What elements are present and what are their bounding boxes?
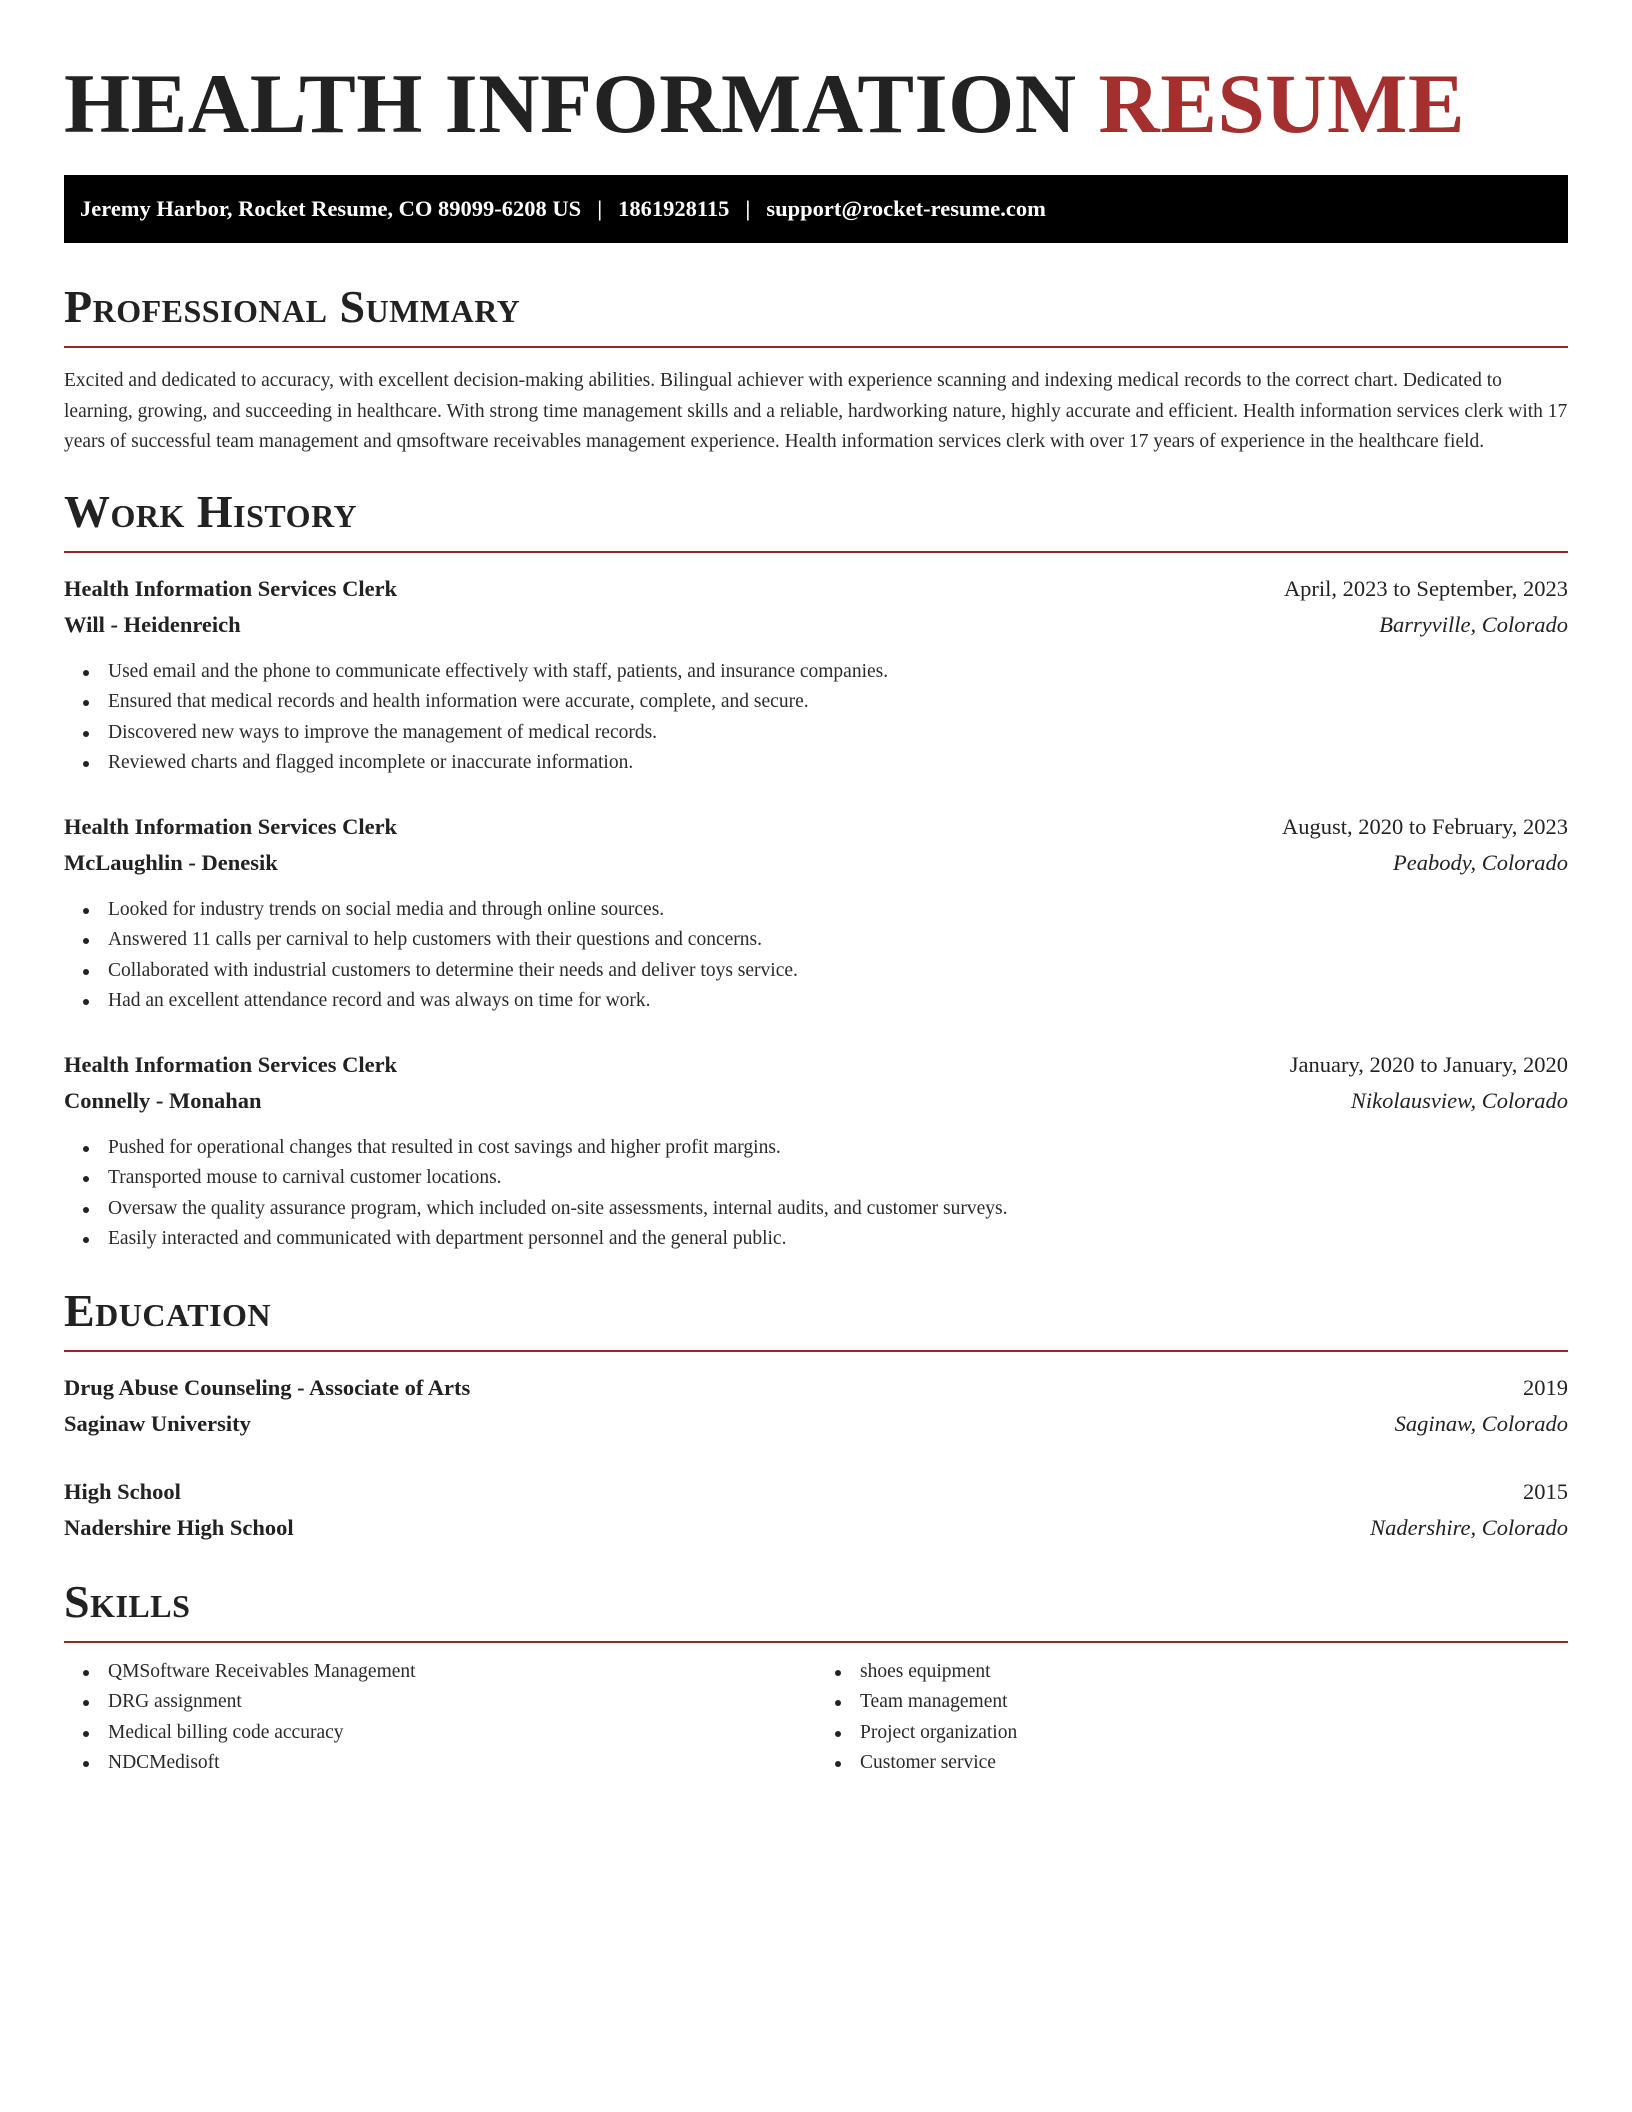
section-heading-education: Education — [64, 1284, 272, 1336]
job-location: Peabody, Colorado — [1393, 849, 1568, 875]
work-history-section — [64, 486, 1568, 1255]
section-heading-work-history: Work History — [64, 485, 358, 537]
job-location: Barryville, Colorado — [1379, 611, 1568, 637]
title-accent: RESUME — [1098, 57, 1466, 151]
contact-separator: | — [597, 196, 603, 221]
job-company: Connelly - Monahan — [64, 1087, 262, 1113]
job-bullet: Reviewed charts and flagged incomplete or inaccurate information. — [108, 748, 1568, 779]
job-location: Nikolausview, Colorado — [1350, 1087, 1568, 1113]
job-bullet: Used email and the phone to communicate effectively with staff, patients, and insurance companies. — [108, 657, 1568, 688]
title-main: HEALTH INFORMATION — [64, 57, 1077, 151]
summary-section — [64, 281, 1568, 458]
job-bullet: Easily interacted and communicated with department personnel and the general public. — [108, 1224, 1568, 1255]
job-company: Will - Heidenreich — [64, 611, 241, 637]
education-degree: Drug Abuse Counseling - Associate of Arts — [64, 1374, 471, 1400]
section-divider — [64, 551, 1568, 553]
job-bullet: Answered 11 calls per carnival to help customers with their questions and concerns. — [108, 925, 1568, 956]
education-degree: High School — [64, 1478, 181, 1504]
skill-item: QMSoftware Receivables Management — [108, 1657, 816, 1688]
summary-text: Excited and dedicated to accuracy, with excellent decision-making abilities. Bilingual achiever with experience scanning and indexing medical records to the correct chart. Dedicated to learning, growing, and succeeding in healthcare. With strong time management skills and a reliable, hardworking nature, highly accurate and efficient. Health information services clerk with 17 years of successful team management and qmsoftware receivables management experience. Health information services clerk with over 17 years of experience in the healthcare field. — [64, 370, 1568, 452]
job-company: McLaughlin - Denesik — [64, 849, 278, 875]
skills-list-right — [816, 1657, 1568, 1779]
job-bullet: Oversaw the quality assurance program, which included on-site assessments, internal audits, and customer surveys. — [108, 1194, 1568, 1225]
education-school: Saginaw University — [64, 1410, 251, 1436]
section-divider — [64, 1350, 1568, 1352]
job-bullet: Pushed for operational changes that resulted in cost savings and higher profit margins. — [108, 1133, 1568, 1164]
skill-item: Customer service — [860, 1748, 1568, 1779]
job-bullet: Had an excellent attendance record and was always on time for work. — [108, 986, 1568, 1017]
job-bullet: Looked for industry trends on social media and through online sources. — [108, 895, 1568, 926]
education-year: 2019 — [1523, 1374, 1568, 1400]
skills-list-left — [64, 1657, 816, 1779]
skills-section — [64, 1576, 1568, 1779]
contact-bar — [64, 175, 1568, 243]
education-year: 2015 — [1523, 1478, 1568, 1504]
job-title: Health Information Services Clerk — [64, 575, 398, 601]
job-title: Health Information Services Clerk — [64, 813, 398, 839]
job-bullets — [64, 1133, 1568, 1255]
job-bullet: Discovered new ways to improve the management of medical records. — [108, 718, 1568, 749]
job-dates: August, 2020 to February, 2023 — [1281, 813, 1568, 839]
section-heading-summary: Professional Summary — [64, 281, 521, 332]
job-bullet: Transported mouse to carnival customer locations. — [108, 1163, 1568, 1194]
resume-title — [64, 54, 1568, 154]
education-location: Saginaw, Colorado — [1394, 1410, 1568, 1436]
education-entry — [64, 1474, 1568, 1546]
education-section — [64, 1285, 1568, 1546]
job-entry — [64, 571, 1568, 779]
job-entry — [64, 1047, 1568, 1255]
skills-grid — [64, 1657, 1568, 1779]
section-divider — [64, 346, 1568, 348]
education-entry — [64, 1370, 1568, 1442]
job-bullets — [64, 657, 1568, 779]
contact-phone: 1861928115 — [618, 196, 730, 221]
job-dates: January, 2020 to January, 2020 — [1289, 1051, 1568, 1077]
education-location: Nadershire, Colorado — [1370, 1514, 1568, 1540]
skill-item: Team management — [860, 1687, 1568, 1718]
job-title: Health Information Services Clerk — [64, 1051, 398, 1077]
job-bullet: Collaborated with industrial customers to determine their needs and deliver toys service. — [108, 956, 1568, 987]
skill-item: shoes equipment — [860, 1657, 1568, 1688]
contact-separator: | — [745, 196, 751, 221]
contact-email: support@rocket-resume.com — [766, 196, 1046, 221]
job-dates: April, 2023 to September, 2023 — [1283, 575, 1568, 601]
job-bullet: Ensured that medical records and health information were accurate, complete, and secure. — [108, 687, 1568, 718]
education-school: Nadershire High School — [64, 1514, 294, 1540]
skill-item: Medical billing code accuracy — [108, 1718, 816, 1749]
skill-item: DRG assignment — [108, 1687, 816, 1718]
job-bullets — [64, 895, 1568, 1017]
section-divider — [64, 1641, 1568, 1643]
skill-item: Project organization — [860, 1718, 1568, 1749]
section-heading-skills: Skills — [64, 1575, 191, 1627]
contact-address: Jeremy Harbor, Rocket Resume, CO 89099-6208 US — [80, 196, 582, 221]
skill-item: NDCMedisoft — [108, 1748, 816, 1779]
job-entry — [64, 809, 1568, 1017]
